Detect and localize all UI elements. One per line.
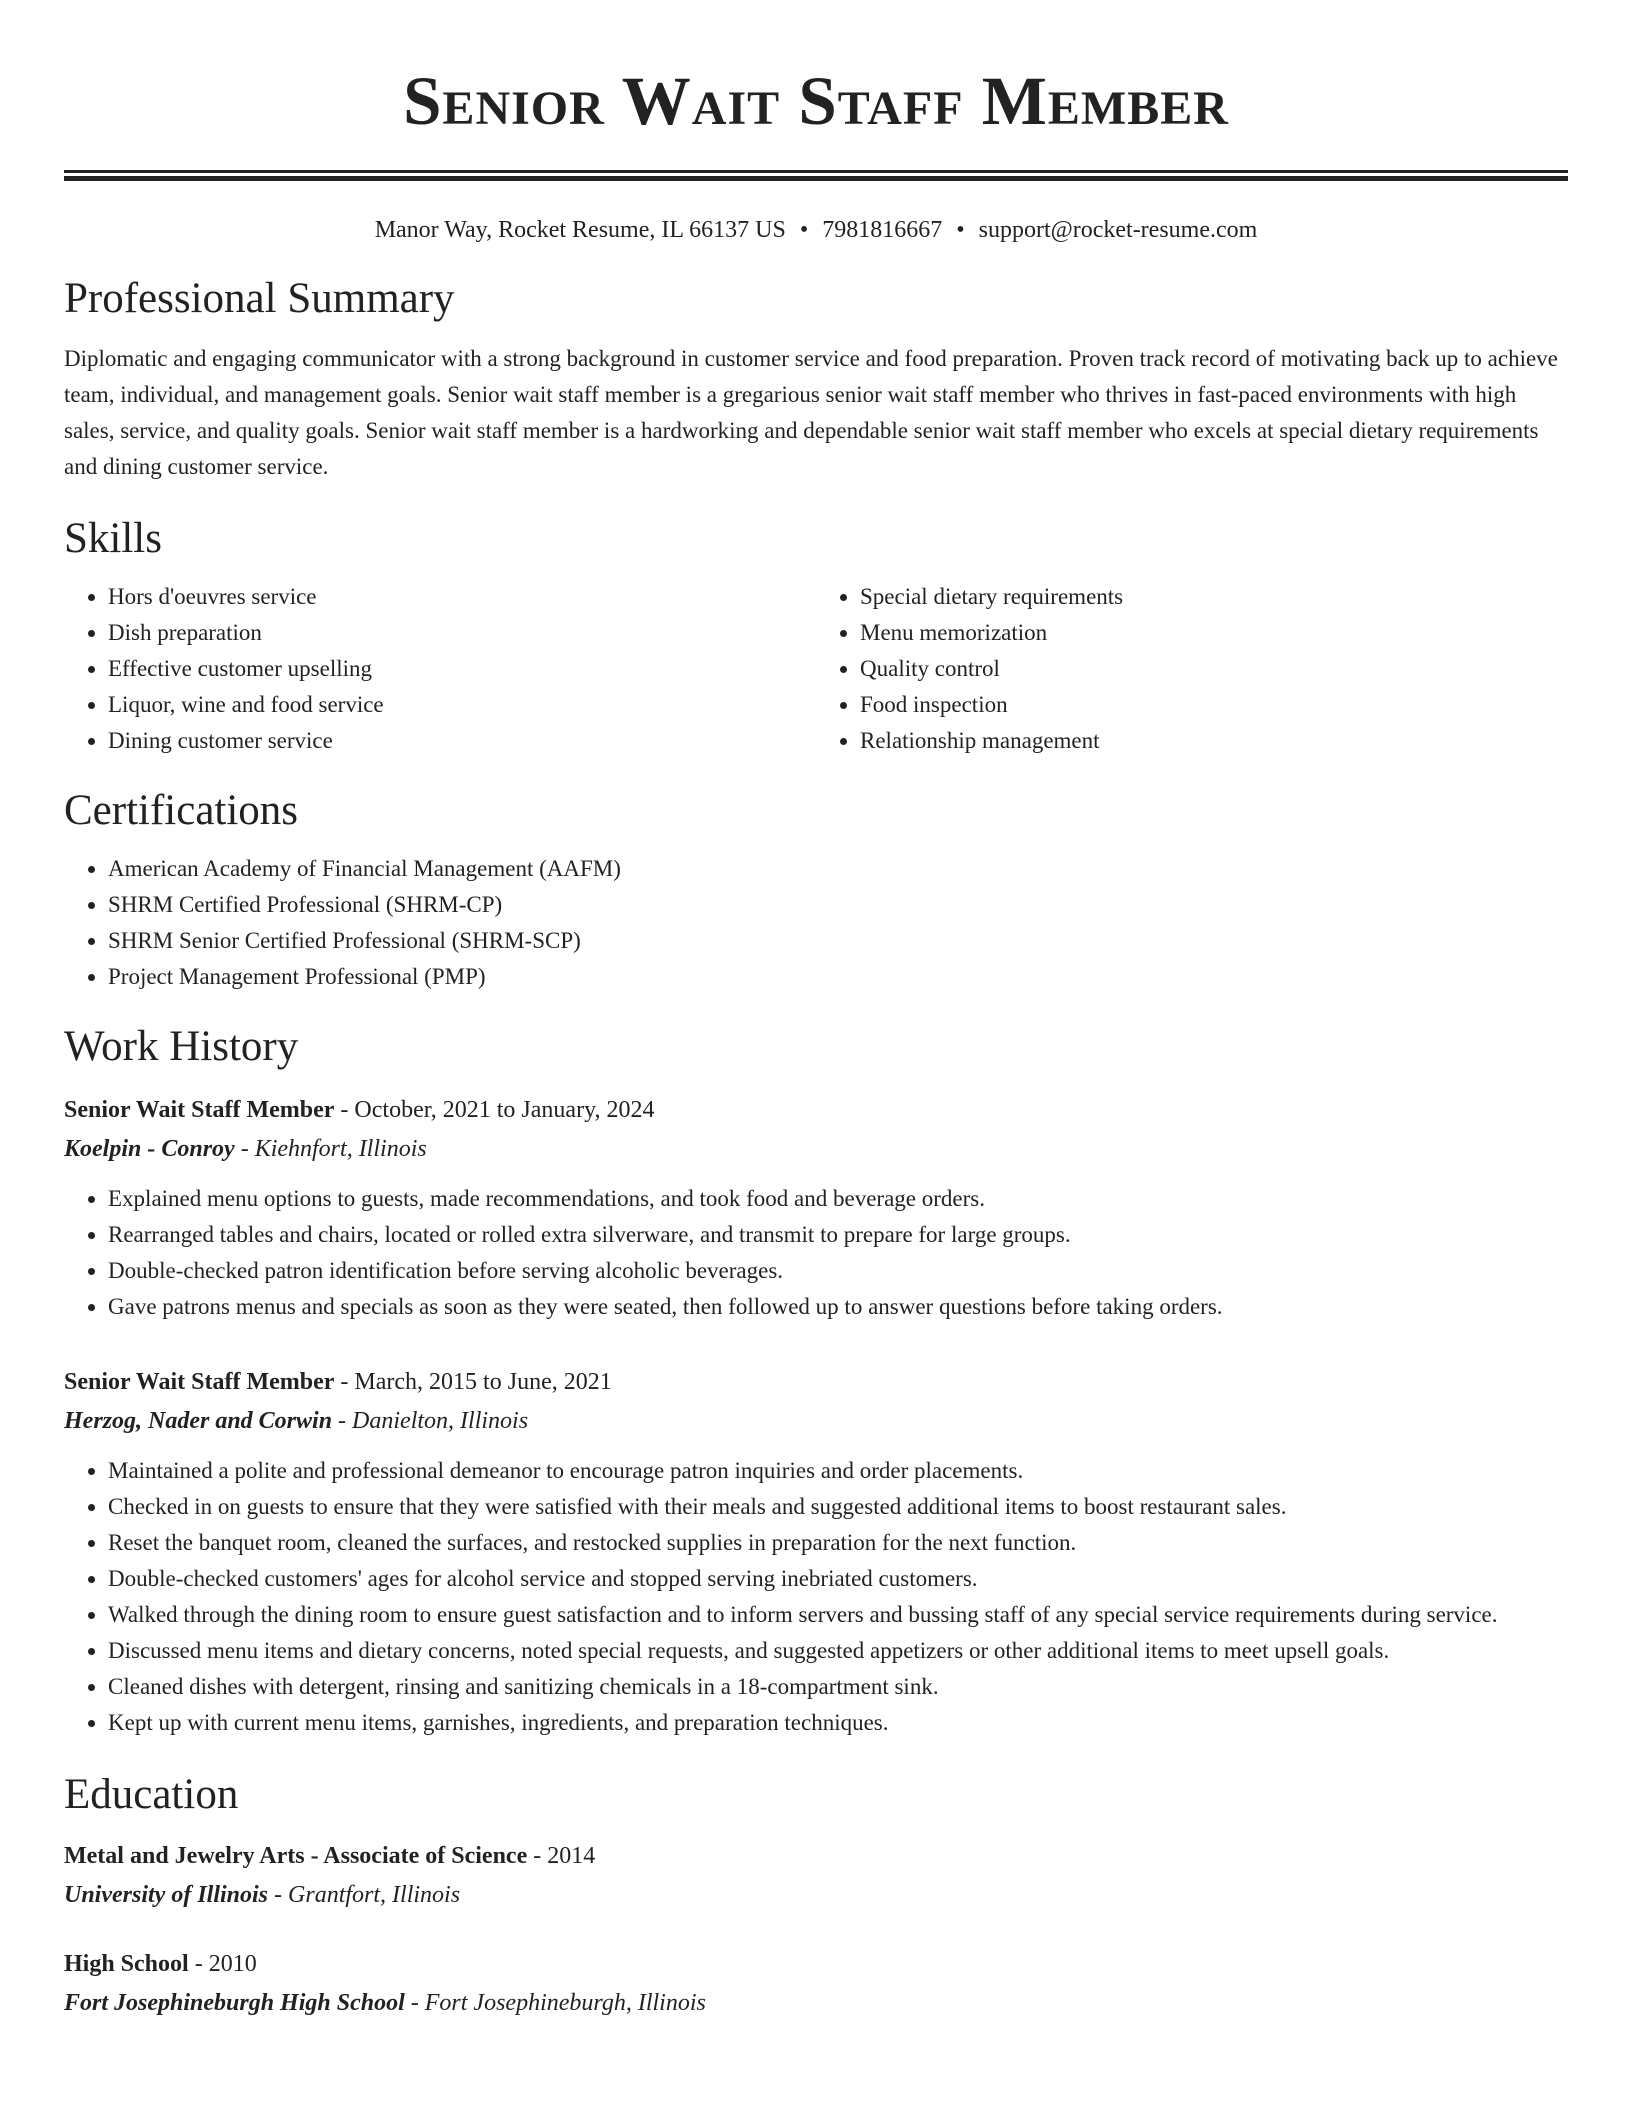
- skill-item: • Dish preparation: [108, 615, 816, 651]
- job-title-line: Senior Wait Staff Member - March, 2015 to June, 2021: [64, 1369, 612, 1395]
- skill-item: • Food inspection: [860, 687, 1568, 723]
- contact-separator: •: [956, 217, 965, 243]
- certifications-heading: Certifications: [64, 787, 299, 834]
- education-school: Fort Josephineburgh High School: [64, 1990, 405, 2016]
- job-employer-line: Herzog, Nader and Corwin - Danielton, Illinois: [64, 1408, 529, 1434]
- skills-section: [64, 513, 1568, 759]
- education-degree: High School: [64, 1951, 189, 1977]
- education-heading: Education: [64, 1771, 239, 1818]
- skill-item: • Liquor, wine and food service: [108, 687, 816, 723]
- contact-separator: •: [799, 217, 809, 243]
- job-duties-list: [64, 1453, 1568, 1741]
- education-location: Fort Josephineburgh, Illinois: [424, 1990, 706, 2016]
- education-school-line: Fort Josephineburgh High School - Fort Josephineburgh, Illinois: [64, 1990, 706, 2016]
- skills-right-list: [816, 579, 1568, 759]
- skill-item: • Quality control: [860, 651, 1568, 687]
- summary-section: [64, 273, 1568, 485]
- job-employer: Koelpin - Conroy: [64, 1136, 235, 1162]
- contact-email: support@rocket-resume.com: [978, 217, 1258, 243]
- job-duty: • Double-checked customers' ages for alcohol service and stopped serving inebriated customers.: [108, 1561, 1568, 1597]
- education-degree-line: Metal and Jewelry Arts - Associate of Science - 2014: [64, 1843, 596, 1869]
- contact-phone: 7981816667: [822, 217, 943, 243]
- header-divider: [64, 170, 1568, 181]
- job-location: Kiehnfort, Illinois: [254, 1136, 427, 1162]
- job-duty: • Discussed menu items and dietary concerns, noted special requests, and suggested appetizers or other additional items to meet upsell goals.: [108, 1633, 1568, 1669]
- certifications-section: [64, 785, 1568, 995]
- education-section: [64, 1769, 1568, 2023]
- job-title: Senior Wait Staff Member: [64, 1369, 335, 1395]
- resume-name: Senior Wait Staff Member: [403, 63, 1229, 139]
- job-duties-list: [64, 1181, 1568, 1325]
- skill-item: • Relationship management: [860, 723, 1568, 759]
- education-school-line: University of Illinois - Grantfort, Illinois: [64, 1882, 461, 1908]
- education-entry: [64, 1837, 1568, 1915]
- job-dates: October, 2021 to January, 2024: [354, 1097, 655, 1123]
- education-location: Grantfort, Illinois: [288, 1882, 461, 1908]
- summary-heading: Professional Summary: [64, 275, 455, 322]
- contact-line: [64, 215, 1568, 245]
- certification-item: • Project Management Professional (PMP): [108, 959, 1568, 995]
- skill-item: • Special dietary requirements: [860, 579, 1568, 615]
- job-duty: • Explained menu options to guests, made recommendations, and took food and beverage orders.: [108, 1181, 1568, 1217]
- job-employer-line: Koelpin - Conroy - Kiehnfort, Illinois: [64, 1136, 427, 1162]
- job-duty: • Walked through the dining room to ensure guest satisfaction and to inform servers and bussing staff of any special service requirements during service.: [108, 1597, 1568, 1633]
- education-year: 2014: [547, 1843, 596, 1869]
- skills-left-list: [64, 579, 816, 759]
- job-duty: • Checked in on guests to ensure that they were satisfied with their meals and suggested additional items to boost restaurant sales.: [108, 1489, 1568, 1525]
- job-location: Danielton, Illinois: [352, 1408, 529, 1434]
- summary-text: Diplomatic and engaging communicator with a strong background in customer service and food preparation. Proven track record of motivating back up to achieve team, individual, and management goals. Senior wait staff member is a gregarious senior wait staff member who thrives in fast-paced environments with high sales, service, and quality goals. Senior wait staff member is a hardworking and dependable senior wait staff member who excels at special dietary requirements and dining customer service.: [64, 346, 1558, 479]
- job-employer: Herzog, Nader and Corwin: [64, 1408, 333, 1434]
- certification-item: • SHRM Certified Professional (SHRM-CP): [108, 887, 1568, 923]
- education-degree-line: High School - 2010: [64, 1951, 257, 1977]
- job-duty: • Gave patrons menus and specials as soon as they were seated, then followed up to answer questions before taking orders.: [108, 1289, 1568, 1325]
- skill-item: • Hors d'oeuvres service: [108, 579, 816, 615]
- skill-item: • Effective customer upselling: [108, 651, 816, 687]
- skills-heading: Skills: [64, 515, 162, 562]
- work-history-heading: Work History: [64, 1023, 299, 1070]
- skill-item: • Dining customer service: [108, 723, 816, 759]
- job-duty: • Rearranged tables and chairs, located or rolled extra silverware, and transmit to prepare for large groups.: [108, 1217, 1568, 1253]
- skills-columns: [64, 579, 1568, 759]
- job-entry: [64, 1091, 1568, 1325]
- job-duty: • Double-checked patron identification before serving alcoholic beverages.: [108, 1253, 1568, 1289]
- certification-item: • American Academy of Financial Management (AAFM): [108, 851, 1568, 887]
- education-school: University of Illinois: [64, 1882, 269, 1908]
- job-duty: • Maintained a polite and professional demeanor to encourage patron inquiries and order placements.: [108, 1453, 1568, 1489]
- job-entry: [64, 1363, 1568, 1741]
- job-duty: • Cleaned dishes with detergent, rinsing and sanitizing chemicals in a 18-compartment sink.: [108, 1669, 1568, 1705]
- work-history-section: [64, 1021, 1568, 1741]
- job-duty: • Reset the banquet room, cleaned the surfaces, and restocked supplies in preparation for the next function.: [108, 1525, 1568, 1561]
- education-year: 2010: [208, 1951, 257, 1977]
- certification-item: • SHRM Senior Certified Professional (SHRM-SCP): [108, 923, 1568, 959]
- contact-address: Manor Way, Rocket Resume, IL 66137 US: [374, 217, 786, 243]
- certifications-list: [64, 851, 1568, 995]
- job-duty: • Kept up with current menu items, garnishes, ingredients, and preparation techniques.: [108, 1705, 1568, 1741]
- job-title: Senior Wait Staff Member: [64, 1097, 335, 1123]
- education-entry: [64, 1945, 1568, 2023]
- education-degree: Metal and Jewelry Arts - Associate of Science: [64, 1843, 528, 1869]
- job-dates: March, 2015 to June, 2021: [354, 1369, 612, 1395]
- job-title-line: Senior Wait Staff Member - October, 2021 to January, 2024: [64, 1097, 655, 1123]
- skill-item: • Menu memorization: [860, 615, 1568, 651]
